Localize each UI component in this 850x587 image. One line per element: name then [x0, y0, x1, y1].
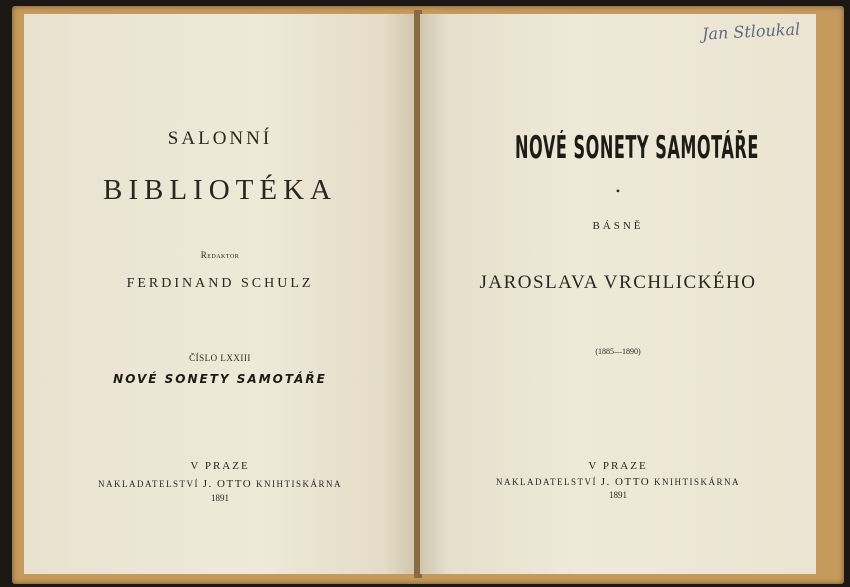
imprint-publisher: [24, 478, 416, 490]
series-label: SALONNÍ: [167, 128, 273, 149]
series-name: BIBLIOTÉKA: [103, 174, 337, 206]
genre-label: BÁSNĚ: [592, 220, 644, 232]
imprint-publisher: [420, 476, 816, 488]
publisher-name: J. OTTO: [600, 476, 651, 488]
left-page: [24, 14, 416, 574]
publisher-suffix: KNIHTISKÁRNA: [653, 477, 740, 487]
book-title: NOVÉ SONETY SAMOTÁŘE: [515, 130, 759, 166]
editor-name: FERDINAND SCHULZ: [126, 276, 314, 291]
editor-label: Redaktor: [200, 250, 240, 260]
title-ornament: •: [615, 184, 621, 198]
publisher-prefix: NAKLADATELSTVÍ: [496, 477, 598, 487]
author-name: JAROSLAVA VRCHLICKÉHO: [479, 272, 757, 293]
composition-years: (1885—1890): [595, 347, 641, 356]
imprint-city: V PRAZE: [588, 460, 648, 472]
publisher-prefix: NAKLADATELSTVÍ: [98, 479, 200, 489]
imprint-city: V PRAZE: [190, 460, 250, 472]
publisher-name: J. OTTO: [202, 478, 253, 490]
handwritten-signature: Jan Stloukal: [701, 19, 801, 44]
right-page: [420, 14, 816, 574]
imprint-year: 1891: [609, 490, 627, 500]
series-number: ČÍSLO LXXIII: [189, 353, 251, 363]
publisher-suffix: KNIHTISKÁRNA: [255, 479, 342, 489]
volume-title: NOVÉ SONETY SAMOTÁŘE: [113, 372, 327, 386]
imprint-year: 1891: [211, 493, 229, 503]
